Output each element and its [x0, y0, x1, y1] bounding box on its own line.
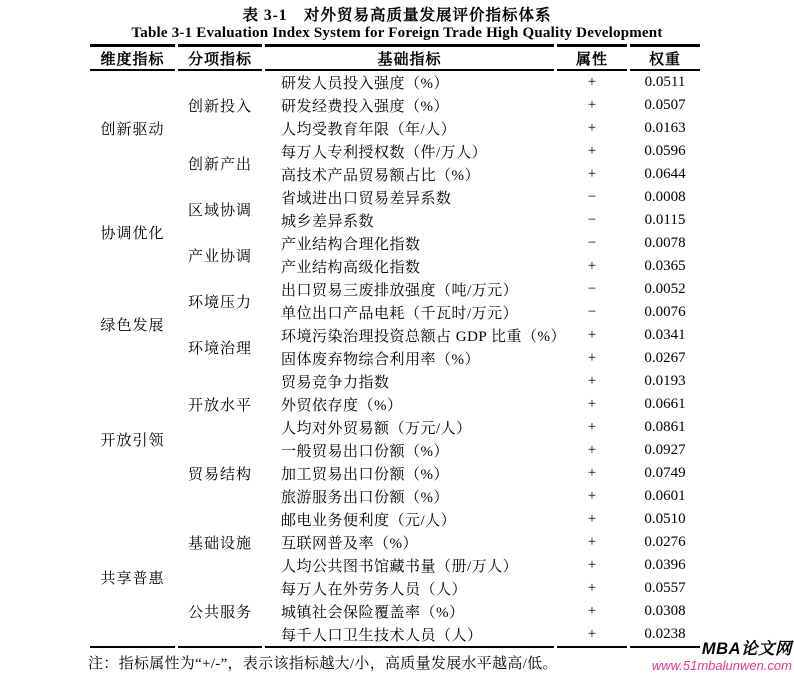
weight-cell: 0.0267 [644, 350, 686, 366]
col-header-dimension-index: 维度指标 [90, 44, 175, 71]
attribute-cell: + [587, 74, 597, 90]
indicator-cell: 加工贸易出口份额（%） [281, 467, 449, 483]
weight-cell: 0.0008 [644, 189, 686, 205]
attribute-cell: − [587, 304, 597, 320]
sub-index-cell: 产业协调 [187, 248, 252, 265]
weight-cell: 0.0365 [644, 258, 686, 274]
indicator-cell: 研发经费投入强度（%） [281, 99, 449, 115]
attribute-cell: + [587, 350, 597, 366]
weight-cell: 0.0076 [644, 304, 686, 320]
attribute-cell: + [587, 603, 597, 619]
indicator-cell: 环境污染治理投资总额占 GDP 比重（%） [281, 329, 566, 345]
indicator-cell: 外贸依存度（%） [281, 398, 403, 414]
attribute-cell: + [587, 120, 597, 136]
attribute-cell: + [587, 97, 597, 113]
weight-cell: 0.0644 [644, 166, 686, 182]
table-caption-en: Table 3-1 Evaluation Index System for Foreign Trade High Quality Development [131, 25, 663, 41]
indicator-cell: 高技术产品贸易额占比（%） [281, 168, 480, 184]
weight-cell: 0.0507 [644, 97, 686, 113]
sub-index-cell: 贸易结构 [187, 467, 252, 483]
table-header-row [90, 44, 700, 71]
weight-cell: 0.0557 [644, 580, 686, 596]
sub-index-cell: 环境治理 [187, 340, 252, 357]
table-row [90, 577, 700, 600]
dimension-cell: 共享普惠 [90, 508, 175, 648]
indicator-cell: 贸易竞争力指数 [281, 375, 390, 391]
indicator-cell: 固体废弃物综合利用率（%） [281, 352, 480, 368]
weight-cell: 0.0596 [644, 143, 686, 159]
attribute-cell: − [587, 212, 597, 228]
table-row [90, 140, 700, 163]
weight-cell: 0.0511 [644, 74, 686, 90]
weight-cell: 0.0341 [644, 327, 686, 343]
sub-index-cell: 环境压力 [187, 294, 252, 311]
weight-cell: 0.0510 [644, 511, 686, 527]
indicator-cell: 人均受教育年限（年/人） [281, 122, 457, 138]
col-header-attribute: 属性 [557, 44, 627, 71]
indicator-cell: 每千人口卫生技术人员（人） [265, 623, 554, 648]
col-header-sub-index: 分项指标 [178, 44, 262, 71]
footnote: 注：指标属性为“+/-”，表示该指标越大/小，高质量发展水平越高/低。 [88, 656, 558, 672]
table-row [90, 278, 700, 301]
attribute-cell: − [587, 235, 597, 251]
attribute-cell: + [587, 557, 597, 573]
attribute-cell: + [587, 580, 597, 596]
weight-cell: 0.0276 [644, 534, 686, 550]
attribute-cell: + [587, 396, 597, 412]
attribute-cell: + [587, 327, 597, 343]
weight-cell: 0.0308 [644, 603, 686, 619]
table-row [90, 232, 700, 255]
table-row [90, 439, 700, 462]
weight-cell: 0.0163 [644, 120, 686, 136]
sub-index-cell: 区域协调 [187, 202, 252, 219]
col-header-basic-index: 基础指标 [265, 44, 554, 71]
sub-index-cell: 创新产出 [187, 156, 252, 173]
attribute-cell: + [587, 465, 597, 481]
indicator-cell: 城镇社会保险覆盖率（%） [281, 605, 465, 621]
indicator-cell: 出口贸易三废排放强度（吨/万元） [281, 283, 519, 299]
indicator-cell: 一般贸易出口份额（%） [281, 444, 449, 460]
indicator-cell: 省域进出口贸易差异系数 [281, 191, 452, 207]
indicator-cell: 城乡差异系数 [281, 214, 375, 230]
weight-cell: 0.0115 [644, 212, 686, 228]
attribute-cell: + [587, 488, 597, 504]
indicator-table [87, 44, 703, 648]
indicator-cell: 产业结构高级化指数 [281, 260, 421, 276]
table-row [90, 186, 700, 209]
attribute-cell: + [557, 623, 627, 648]
attribute-cell: − [587, 189, 597, 205]
indicator-cell: 人均公共图书馆藏书量（册/万人） [281, 559, 519, 575]
indicator-cell: 研发人员投入强度（%） [281, 76, 449, 92]
indicator-table-body [90, 71, 700, 648]
indicator-cell: 每万人专利授权数（件/万人） [281, 145, 488, 161]
table-row [90, 71, 700, 94]
attribute-cell: + [587, 258, 597, 274]
indicator-cell: 邮电业务便利度（元/人） [281, 513, 457, 529]
attribute-cell: + [587, 143, 597, 159]
indicator-cell: 单位出口产品电耗（千瓦时/万元） [281, 306, 519, 322]
attribute-cell: + [587, 419, 597, 435]
weight-cell: 0.0861 [644, 419, 686, 435]
indicator-cell: 旅游服务出口份额（%） [281, 490, 449, 506]
sub-index-cell: 公共服务 [178, 577, 262, 648]
weight-cell: 0.0661 [644, 396, 686, 412]
indicator-cell: 互联网普及率（%） [281, 536, 418, 552]
dimension-cell: 创新驱动 [100, 122, 165, 138]
attribute-cell: + [587, 166, 597, 182]
indicator-cell: 产业结构合理化指数 [281, 237, 421, 253]
weight-cell: 0.0927 [644, 442, 686, 458]
watermark-site-url: www.51mbalunwen.com [651, 657, 792, 673]
indicator-cell: 每万人在外劳务人员（人） [281, 582, 468, 598]
attribute-cell: − [587, 281, 597, 297]
weight-cell: 0.0078 [644, 235, 686, 251]
indicator-cell: 人均对外贸易额（万元/人） [281, 421, 472, 437]
table-row [90, 508, 700, 531]
attribute-cell: + [587, 442, 597, 458]
col-header-weight: 权重 [630, 44, 700, 71]
weight-cell: 0.0396 [644, 557, 686, 573]
dimension-cell: 绿色发展 [100, 317, 165, 334]
attribute-cell: + [587, 511, 597, 527]
weight-cell: 0.0052 [644, 281, 686, 297]
table-caption-zh: 表 3-1 对外贸易高质量发展评价指标体系 [242, 7, 552, 24]
dimension-cell: 开放引领 [100, 432, 165, 449]
weight-cell: 0.0193 [644, 373, 686, 389]
table-row [90, 370, 700, 393]
sub-index-cell: 创新投入 [187, 99, 252, 115]
attribute-cell: + [587, 373, 597, 389]
watermark-site-name: MBA论文网 [701, 640, 792, 658]
weight-cell: 0.0601 [644, 488, 686, 504]
sub-index-cell: 开放水平 [187, 398, 252, 414]
watermark [652, 640, 792, 674]
table-row [90, 324, 700, 347]
weight-cell: 0.0238 [630, 623, 700, 648]
weight-cell: 0.0749 [644, 465, 686, 481]
sub-index-cell: 基础设施 [187, 536, 252, 552]
dimension-cell: 协调优化 [100, 225, 165, 242]
attribute-cell: + [587, 534, 597, 550]
